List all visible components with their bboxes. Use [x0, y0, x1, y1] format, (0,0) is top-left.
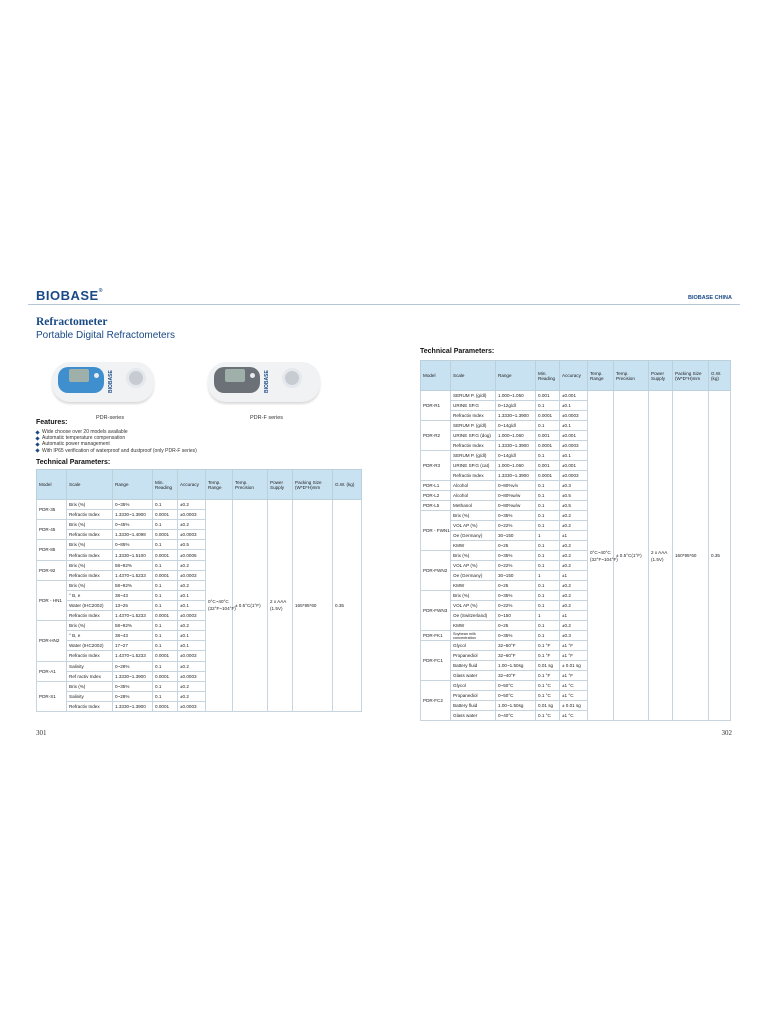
accuracy-cell: ±0.2	[560, 551, 588, 561]
column-header-model: Model	[37, 470, 67, 500]
range-cell: 0~40°C	[496, 711, 536, 721]
range-cell: 30~150	[496, 531, 536, 541]
table-row	[37, 500, 362, 510]
range-cell: 32~40°F	[496, 671, 536, 681]
scale-cell: Brix (%)	[67, 621, 113, 631]
scale-cell: VOL AP (%)	[451, 521, 496, 531]
scale-cell: SERUM P. (g/dl)	[451, 451, 496, 461]
min-reading-cell: 0.1	[536, 401, 560, 411]
range-cell: 58~92%	[113, 560, 153, 570]
model-cell: PDR-L5	[421, 501, 451, 511]
scale-cell: Battery fluid	[451, 701, 496, 711]
min-reading-cell: 0.1 °F	[536, 671, 560, 681]
min-reading-cell: 0.1	[153, 691, 178, 701]
accuracy-cell: ±0.2	[178, 580, 206, 590]
accuracy-cell: ±0.0003	[560, 441, 588, 451]
range-cell: 0~22%	[496, 601, 536, 611]
scale-cell: Refractiv Index	[67, 611, 113, 621]
range-cell: 32~50°F	[496, 641, 536, 651]
feature-item: Automatic temperature compensation	[36, 435, 197, 441]
scale-cell: Water (IHC2002)	[67, 641, 113, 651]
model-cell: PDR-HN2	[37, 621, 67, 661]
scale-cell: Refractiv Index	[67, 570, 113, 580]
min-reading-cell: 0.1	[536, 511, 560, 521]
shared-power-cell: 2 x AAA (1.5V)	[268, 500, 293, 712]
scale-cell: Ref ractiv Index	[67, 671, 113, 681]
accuracy-cell: ±0.3	[560, 481, 588, 491]
accuracy-cell: ±0.5	[560, 491, 588, 501]
min-reading-cell: 0.1	[536, 551, 560, 561]
min-reading-cell: 0.0001	[153, 611, 178, 621]
scale-cell: Refractiv Index	[451, 411, 496, 421]
scale-cell: ° B, e	[67, 631, 113, 641]
accuracy-cell: ±0.2	[178, 560, 206, 570]
min-reading-cell: 0.1	[536, 451, 560, 461]
model-cell: PDR-S1	[37, 681, 67, 711]
range-cell: 0~50°C	[496, 681, 536, 691]
bullet-icon	[35, 442, 39, 446]
shared-temp-range-cell: 0°C~40°C (32°F~104°F)	[206, 500, 233, 712]
accuracy-cell: ±0.0003	[178, 651, 206, 661]
tech-params-title-right: Technical Parameters:	[420, 348, 495, 355]
accuracy-cell: ±0.2	[178, 500, 206, 510]
feature-item: With IP65 verification of waterproof and dustproof (only PDR-F series)	[36, 448, 197, 454]
shared-packing-cell: 160*95*60	[673, 391, 709, 721]
catalog-spread	[0, 276, 768, 746]
accuracy-cell: ±0.2	[560, 561, 588, 571]
range-cell: 0~14g/dl	[496, 451, 536, 461]
accuracy-cell: ±0.2	[560, 601, 588, 611]
min-reading-cell: 0.1	[153, 560, 178, 570]
feature-item: Wide choose over 20 models available	[36, 429, 197, 435]
range-cell: 1.3330~1.3900	[113, 701, 153, 711]
scale-cell: Refractiv Index	[451, 471, 496, 481]
column-header-temp-precision: Temp. Precision	[233, 470, 268, 500]
range-cell: 1.3330~1.3900	[496, 441, 536, 451]
shared-temp-precision-cell: ± 0.5°C(1°F)	[233, 500, 268, 712]
features-list	[36, 429, 197, 454]
model-cell: PDR-R3	[421, 451, 451, 481]
range-cell: 0~35%	[113, 500, 153, 510]
accuracy-cell: ±0.2	[178, 621, 206, 631]
range-cell: 1.000~1.060	[496, 431, 536, 441]
accuracy-cell: ±0.0003	[178, 701, 206, 711]
shared-gw-cell: 0.35	[333, 500, 362, 712]
accuracy-cell: ±0.0003	[560, 471, 588, 481]
scale-cell: VOL AP (%)	[451, 561, 496, 571]
column-header-power-supply: Power Supply	[268, 470, 293, 500]
range-cell: 1.3330~1.4098	[113, 530, 153, 540]
accuracy-cell: ±0.3	[560, 631, 588, 641]
min-reading-cell: 0.1	[536, 561, 560, 571]
min-reading-cell: 0.1	[153, 641, 178, 651]
table-header-row	[421, 361, 731, 391]
accuracy-cell: ±0.5	[560, 501, 588, 511]
column-header-packing-size: Packing Size (W*D*H)mm	[673, 361, 709, 391]
accuracy-cell: ±0.2	[178, 681, 206, 691]
range-cell: 1.00~1.50sg	[496, 701, 536, 711]
min-reading-cell: 0.1	[536, 631, 560, 641]
min-reading-cell: 0.1	[536, 581, 560, 591]
range-cell: 17~27	[113, 641, 153, 651]
scale-cell: Soybean milk concentration	[451, 631, 496, 641]
min-reading-cell: 0.0001	[153, 550, 178, 560]
range-cell: 1.000~1.050	[496, 391, 536, 401]
scale-cell: Salinity	[67, 691, 113, 701]
scale-cell: SERUM P. (g/dl)	[451, 421, 496, 431]
spec-table-left	[36, 469, 362, 712]
min-reading-cell: 0.0001	[536, 441, 560, 451]
min-reading-cell: 0.1 °F	[536, 651, 560, 661]
model-cell: PDR-L1	[421, 481, 451, 491]
min-reading-cell: 0.001	[536, 461, 560, 471]
scale-cell: URINE SP.G	[451, 401, 496, 411]
accuracy-cell: ±0.1	[560, 401, 588, 411]
scale-cell: Salinity	[67, 661, 113, 671]
scale-cell: Refractiv Index	[451, 441, 496, 451]
range-cell: 0~12g/dl	[496, 401, 536, 411]
min-reading-cell: 0.1	[153, 590, 178, 600]
min-reading-cell: 0.0001	[153, 671, 178, 681]
range-cell: 0~45%	[113, 520, 153, 530]
min-reading-cell: 0.01 sg	[536, 701, 560, 711]
accuracy-cell: ±1 °C	[560, 681, 588, 691]
range-cell: 0~25	[496, 621, 536, 631]
shared-packing-cell: 165*95*60	[293, 500, 333, 712]
accuracy-cell: ±0.2	[560, 511, 588, 521]
range-cell: 58~92%	[113, 621, 153, 631]
page-subtitle: Portable Digital Refractometers	[36, 330, 175, 341]
min-reading-cell: 0.1 °C	[536, 711, 560, 721]
biobase-logo: BIOBASE®	[36, 288, 103, 303]
range-cell: 32~60°F	[496, 651, 536, 661]
min-reading-cell: 0.1	[536, 541, 560, 551]
caption-pdr-f-series: PDR-F series	[250, 415, 284, 421]
scale-cell: Brix (%)	[67, 500, 113, 510]
scale-cell: Glass water	[451, 671, 496, 681]
column-header-temp-precision: Temp. Precision	[614, 361, 649, 391]
scale-cell: Propanediol	[451, 651, 496, 661]
scale-cell: Oe (Germany)	[451, 571, 496, 581]
min-reading-cell: 0.0001	[536, 471, 560, 481]
accuracy-cell: ±0.1	[560, 451, 588, 461]
column-header-scale: Scale	[67, 470, 113, 500]
min-reading-cell: 1	[536, 611, 560, 621]
min-reading-cell: 0.1	[536, 421, 560, 431]
model-cell: PDR - FWN1	[421, 511, 451, 551]
scale-cell: Glycol	[451, 641, 496, 651]
min-reading-cell: 0.1 °C	[536, 681, 560, 691]
scale-cell: Brix (%)	[451, 591, 496, 601]
column-header-gw: G.W. (kg)	[333, 470, 362, 500]
min-reading-cell: 0.1	[536, 621, 560, 631]
column-header-accuracy: Accuracy	[178, 470, 206, 500]
min-reading-cell: 0.001	[536, 391, 560, 401]
column-header-packing-size: Packing Size (W*D*H)mm	[293, 470, 333, 500]
accuracy-cell: ±0.001	[560, 431, 588, 441]
range-cell: 1.4370~1.5233	[113, 611, 153, 621]
range-cell: 1.3330~1.3900	[113, 671, 153, 681]
accuracy-cell: ±0.0003	[178, 530, 206, 540]
accuracy-cell: ±0.001	[560, 461, 588, 471]
shared-temp-range-cell: 0°C~40°C (32°F~104°F)	[588, 391, 614, 721]
range-cell: 30~150	[496, 571, 536, 581]
table-header-row	[37, 470, 362, 500]
range-cell: 0~22%	[496, 561, 536, 571]
scale-cell: KMW	[451, 621, 496, 631]
spec-table-right	[420, 360, 731, 721]
min-reading-cell: 0.1	[536, 601, 560, 611]
shared-power-cell: 2 x AAA (1.5V)	[649, 391, 673, 721]
model-cell: PDR-35	[37, 500, 67, 520]
range-cell: 1.3330~1.3900	[113, 510, 153, 520]
min-reading-cell: 0.1	[153, 661, 178, 671]
bullet-icon	[35, 436, 39, 440]
scale-cell: URINE SP.G (dog)	[451, 431, 496, 441]
accuracy-cell: ±0.1	[560, 421, 588, 431]
range-cell: 0~35%	[496, 511, 536, 521]
model-cell: PDR-R2	[421, 421, 451, 451]
model-cell: PDR-A1	[37, 661, 67, 681]
pdr-series-device-image: BIOBASE	[52, 362, 154, 402]
accuracy-cell: ±0.0003	[178, 570, 206, 580]
accuracy-cell: ±0.0005	[178, 550, 206, 560]
min-reading-cell: 0.1 °F	[536, 641, 560, 651]
column-header-temp-range: Temp. Range	[588, 361, 614, 391]
accuracy-cell: ±0.1	[178, 600, 206, 610]
scale-cell: Oe (Germany)	[451, 531, 496, 541]
page-number-left: 301	[36, 729, 47, 737]
model-cell: PDR-85	[37, 540, 67, 560]
feature-item: Automatic power management	[36, 441, 197, 447]
min-reading-cell: 0.0001	[536, 411, 560, 421]
min-reading-cell: 0.1	[153, 621, 178, 631]
min-reading-cell: 0.0001	[153, 701, 178, 711]
brand-right-label: BIOBASE CHINA	[687, 295, 732, 301]
scale-cell: Brix (%)	[67, 540, 113, 550]
range-cell: 1.3330~1.5100	[113, 550, 153, 560]
scale-cell: Water (IHC2002)	[67, 600, 113, 610]
range-cell: 0~35%	[496, 591, 536, 601]
model-cell: PDR-FWN3	[421, 591, 451, 631]
min-reading-cell: 1	[536, 531, 560, 541]
pdr-f-series-device-image: BIOBASE	[208, 362, 320, 402]
tech-params-title-left: Technical Parameters:	[36, 459, 111, 466]
accuracy-cell: ±0.2	[178, 691, 206, 701]
model-cell: PDR-FK1	[421, 631, 451, 641]
model-cell: PDR-92	[37, 560, 67, 580]
shared-gw-cell: 0.35	[709, 391, 731, 721]
column-header-range: Range	[496, 361, 536, 391]
column-header-accuracy: Accuracy	[560, 361, 588, 391]
model-cell: PDR-45	[37, 520, 67, 540]
accuracy-cell: ±0.2	[178, 661, 206, 671]
page-number-right: 302	[721, 729, 732, 737]
scale-cell: KMW	[451, 541, 496, 551]
range-cell: 1.4370~1.5233	[113, 570, 153, 580]
accuracy-cell: ±0.0003	[178, 510, 206, 520]
column-header-min-reading: Min. Reading	[153, 470, 178, 500]
scale-cell: Refractiv Index	[67, 550, 113, 560]
range-cell: 0~50°C	[496, 691, 536, 701]
range-cell: 0~150	[496, 611, 536, 621]
scale-cell: VOL AP (%)	[451, 601, 496, 611]
range-cell: 0~28%	[113, 691, 153, 701]
accuracy-cell: ± 0.01 sg	[560, 661, 588, 671]
scale-cell: KMW	[451, 581, 496, 591]
accuracy-cell: ±1 °F	[560, 671, 588, 681]
page-title: Refractometer	[36, 316, 108, 328]
min-reading-cell: 0.1	[536, 521, 560, 531]
accuracy-cell: ±1	[560, 611, 588, 621]
min-reading-cell: 0.1	[153, 500, 178, 510]
scale-cell: Brix (%)	[451, 551, 496, 561]
accuracy-cell: ±0.001	[560, 391, 588, 401]
shared-temp-precision-cell: ± 0.5°C(1°F)	[614, 391, 649, 721]
column-header-min-reading: Min. Reading	[536, 361, 560, 391]
range-cell: 38~43	[113, 590, 153, 600]
features-title: Features:	[36, 419, 68, 426]
range-cell: 0~25	[496, 581, 536, 591]
range-cell: 0~35%	[496, 551, 536, 561]
caption-pdr-series: PDR-series	[96, 415, 125, 421]
scale-cell: Refractiv Index	[67, 651, 113, 661]
model-cell: PDR - HN1	[37, 580, 67, 620]
accuracy-cell: ±0.5	[178, 540, 206, 550]
scale-cell: Alcohol	[451, 491, 496, 501]
accuracy-cell: ±0.2	[560, 591, 588, 601]
range-cell: 58~92%	[113, 580, 153, 590]
min-reading-cell: 0.1	[153, 580, 178, 590]
range-cell: 1.000~1.060	[496, 461, 536, 471]
scale-cell: Brix (%)	[67, 580, 113, 590]
table-row	[421, 391, 731, 401]
range-cell: 38~43	[113, 631, 153, 641]
min-reading-cell: 0.001	[536, 431, 560, 441]
scale-cell: Brix (%)	[67, 560, 113, 570]
accuracy-cell: ±0.0003	[178, 671, 206, 681]
min-reading-cell: 0.1	[153, 520, 178, 530]
accuracy-cell: ±1 °C	[560, 691, 588, 701]
scale-cell: URINE SP.G (cat)	[451, 461, 496, 471]
accuracy-cell: ±0.0003	[560, 411, 588, 421]
range-cell: 0~14g/dl	[496, 421, 536, 431]
range-cell: 1.3330~1.3900	[496, 471, 536, 481]
column-header-range: Range	[113, 470, 153, 500]
accuracy-cell: ±0.2	[178, 520, 206, 530]
range-cell: 1.00~1.50sg	[496, 661, 536, 671]
min-reading-cell: 0.1	[153, 600, 178, 610]
scale-cell: Refractiv Index	[67, 701, 113, 711]
min-reading-cell: 0.01 sg	[536, 661, 560, 671]
accuracy-cell: ±0.1	[178, 590, 206, 600]
range-cell: 0~28%	[113, 661, 153, 671]
scale-cell: SERUM P. (g/dl)	[451, 391, 496, 401]
accuracy-cell: ±1 °F	[560, 651, 588, 661]
scale-cell: Propanediol	[451, 691, 496, 701]
accuracy-cell: ± 0.01 sg	[560, 701, 588, 711]
scale-cell: Refractiv Index	[67, 510, 113, 520]
min-reading-cell: 0.1	[536, 501, 560, 511]
range-cell: 13~25	[113, 600, 153, 610]
min-reading-cell: 0.1	[536, 491, 560, 501]
column-header-scale: Scale	[451, 361, 496, 391]
accuracy-cell: ±1 °F	[560, 641, 588, 651]
accuracy-cell: ±0.2	[560, 521, 588, 531]
min-reading-cell: 0.1	[153, 631, 178, 641]
model-cell: PDR-FC1	[421, 641, 451, 681]
range-cell: 0~25	[496, 541, 536, 551]
model-cell: PDR-L2	[421, 491, 451, 501]
min-reading-cell: 0.1	[153, 540, 178, 550]
scale-cell: Alcohol	[451, 481, 496, 491]
header-divider	[28, 304, 740, 305]
model-cell: PDR-R1	[421, 391, 451, 421]
column-header-gw: G.W. (kg)	[709, 361, 731, 391]
min-reading-cell: 0.1	[536, 481, 560, 491]
accuracy-cell: ±0.1	[178, 631, 206, 641]
scale-cell: Glycol	[451, 681, 496, 691]
scale-cell: ° B, e	[67, 590, 113, 600]
model-cell: PDR-FC2	[421, 681, 451, 721]
range-cell: 0~80%v/v	[496, 481, 536, 491]
min-reading-cell: 0.1	[536, 591, 560, 601]
bullet-icon	[35, 430, 39, 434]
scale-cell: Battery fluid	[451, 661, 496, 671]
min-reading-cell: 0.1	[153, 681, 178, 691]
scale-cell: Methanol	[451, 501, 496, 511]
scale-cell: Brix (%)	[67, 681, 113, 691]
range-cell: 0~80%w/w	[496, 491, 536, 501]
min-reading-cell: 0.0001	[153, 651, 178, 661]
min-reading-cell: 0.0001	[153, 570, 178, 580]
bullet-icon	[35, 449, 39, 453]
accuracy-cell: ±0.1	[178, 641, 206, 651]
column-header-power-supply: Power Supply	[649, 361, 673, 391]
accuracy-cell: ±0.2	[560, 621, 588, 631]
scale-cell: Refractiv Index	[67, 530, 113, 540]
min-reading-cell: 0.0001	[153, 510, 178, 520]
min-reading-cell: 1	[536, 571, 560, 581]
model-cell: PDR-FWN2	[421, 551, 451, 591]
accuracy-cell: ±1	[560, 571, 588, 581]
min-reading-cell: 0.1 °C	[536, 691, 560, 701]
range-cell: 0~22%	[496, 521, 536, 531]
min-reading-cell: 0.0001	[153, 530, 178, 540]
range-cell: 0~35%	[113, 681, 153, 691]
range-cell: 1.3330~1.3900	[496, 411, 536, 421]
range-cell: 0~80%w/w	[496, 501, 536, 511]
scale-cell: Brix (%)	[451, 511, 496, 521]
scale-cell: Brix (%)	[67, 520, 113, 530]
accuracy-cell: ±1	[560, 531, 588, 541]
accuracy-cell: ±1 °C	[560, 711, 588, 721]
accuracy-cell: ±0.0003	[178, 611, 206, 621]
range-cell: 0~85%	[113, 540, 153, 550]
accuracy-cell: ±0.2	[560, 581, 588, 591]
scale-cell: Glass water	[451, 711, 496, 721]
column-header-model: Model	[421, 361, 451, 391]
range-cell: 0~35%	[496, 631, 536, 641]
column-header-temp-range: Temp. Range	[206, 470, 233, 500]
scale-cell: Oe (Switzerland)	[451, 611, 496, 621]
range-cell: 1.4370~1.5233	[113, 651, 153, 661]
accuracy-cell: ±0.2	[560, 541, 588, 551]
